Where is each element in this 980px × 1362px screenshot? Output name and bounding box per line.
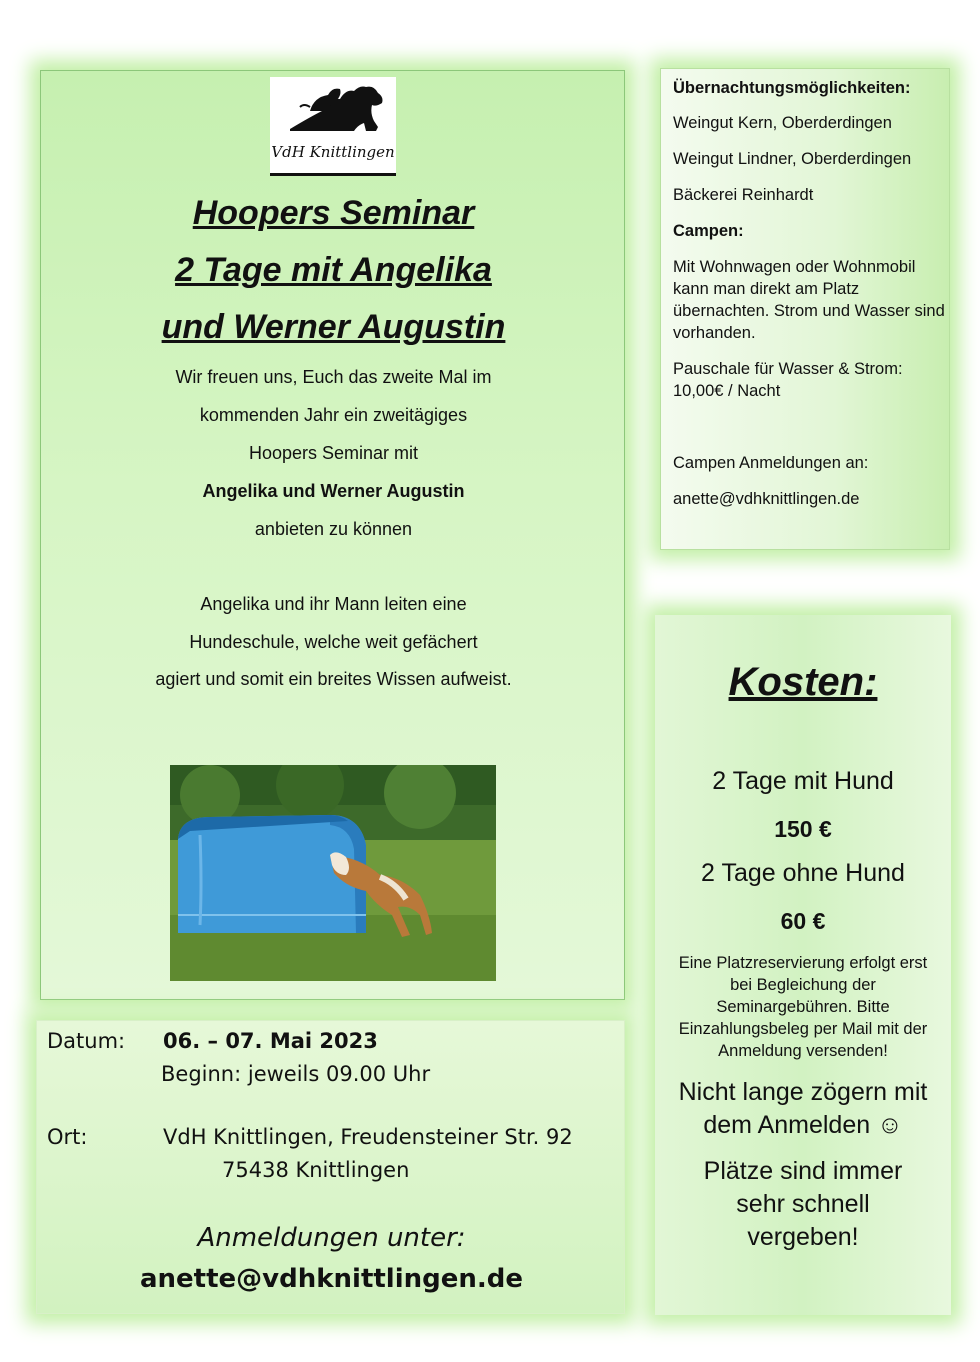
lodging-place-3: Bäckerei Reinhardt: [673, 186, 814, 204]
lodging-heading: Übernachtungsmöglichkeiten:: [673, 79, 911, 97]
event-info-panel: [36, 1020, 625, 1314]
title-line-1: Hoopers Seminar: [192, 194, 475, 232]
call-to-action-1: Nicht lange zögern mit dem Anmelden ☺: [678, 1078, 928, 1139]
title-line-3: und Werner Augustin: [161, 308, 506, 346]
place-address: VdH Knittlingen, Freudensteiner Str. 92: [163, 1125, 573, 1149]
register-label: Anmeldungen unter:: [197, 1223, 466, 1253]
camping-heading: Campen:: [673, 222, 744, 240]
logo-text: VdH Knittlingen: [271, 143, 395, 161]
camping-contact-label: Campen Anmeldungen an:: [673, 454, 869, 472]
start-time: Beginn: jeweils 09.00 Uhr: [161, 1062, 431, 1086]
intro-line-4: Angelika und Werner Augustin: [202, 481, 465, 501]
costs-title: Kosten:: [728, 660, 878, 704]
date-label: Datum:: [47, 1029, 126, 1053]
title-line-2: 2 Tage mit Angelika: [175, 251, 492, 289]
camping-contact-email-link[interactable]: anette@vdhknittlingen.de: [673, 490, 860, 508]
intro-line-3: Hoopers Seminar mit: [248, 443, 419, 463]
intro-line-1: Wir freuen uns, Euch das zweite Mal im: [175, 367, 492, 387]
about-line-3: agiert und somit ein breites Wissen aufweist.: [155, 669, 512, 689]
register-email-link[interactable]: anette@vdhknittlingen.de: [139, 1264, 524, 1294]
camping-fee: Pauschale für Wasser & Strom: 10,00€ / Nacht: [673, 360, 903, 400]
dogs-silhouette-icon: [270, 77, 396, 143]
costs-panel: [655, 615, 951, 1315]
place-city: 75438 Knittlingen: [222, 1158, 410, 1182]
camping-text: Mit Wohnwagen oder Wohnmobil kann man direkt am Platz übernachten. Strom und Wasser sind vorhanden.: [673, 258, 945, 342]
lodging-place-1: Weingut Kern, Oberderdingen: [673, 114, 892, 132]
option-without-dog-label: 2 Tage ohne Hund: [701, 859, 905, 887]
place-label: Ort:: [47, 1125, 88, 1149]
lodging-panel: [660, 68, 950, 550]
date-value: 06. – 07. Mai 2023: [163, 1029, 378, 1053]
about-line-1: Angelika und ihr Mann leiten eine: [200, 594, 467, 614]
lodging-place-2: Weingut Lindner, Oberderdingen: [673, 150, 912, 168]
intro-line-2: kommenden Jahr ein zweitägiges: [199, 405, 468, 425]
payment-note: Eine Platzreservierung erfolgt erst bei Begleichung der Seminargebühren. Bitte Einzahlungsbeleg per Mail mit der Anmeldung versenden!: [678, 954, 928, 1060]
option-without-dog-price: 60 €: [780, 908, 826, 934]
dog-hooper-photo: [170, 765, 496, 981]
club-logo: [270, 77, 396, 176]
option-with-dog-label: 2 Tage mit Hund: [712, 767, 894, 795]
call-to-action-2: Plätze sind immer sehr schnell vergeben!: [703, 1157, 903, 1251]
about-line-2: Hundeschule, welche weit gefächert: [189, 632, 478, 652]
option-with-dog-price: 150 €: [774, 816, 832, 842]
intro-line-5: anbieten zu können: [254, 519, 413, 539]
seminar-panel: [40, 70, 625, 1000]
